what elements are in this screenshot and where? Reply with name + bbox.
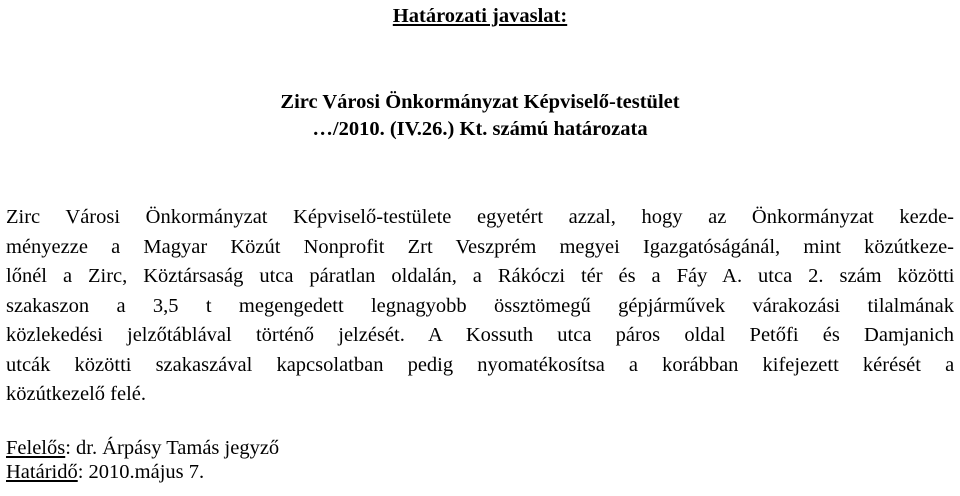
deadline-value: : 2010.május 7. [77, 460, 205, 483]
responsible-label: Felelős [6, 436, 66, 459]
proposal-title: Határozati javaslat: [392, 5, 568, 27]
body-line: közútkezelő felé. [6, 383, 147, 405]
body-line: közlekedési jelzőtáblával történő jelzését. A Kossuth utca páros oldal Petőfi és Damjanich [6, 324, 954, 346]
footer-block [6, 436, 954, 484]
resolution-title-line2: …/2010. (IV.26.) Kt. számú határozata [312, 118, 648, 140]
body-line: ményezze a Magyar Közút Nonprofit Zrt Veszprém megyei Igazgatóságánál, mint közútkeze- [6, 235, 954, 258]
deadline-row [6, 460, 954, 484]
body-line: utcák közötti szakaszával kapcsolatban pedig nyomatékosítsa a korábban kifejezett kérését a [6, 353, 955, 376]
document-page [6, 0, 954, 484]
resolution-title-line1: Zirc Városi Önkormányzat Képviselő-testület [280, 91, 680, 113]
body-line: szakaszon a 3,5 t megengedett legnagyobb össztömegű gépjárművek várakozási tilalmának [6, 294, 954, 317]
responsible-value: : dr. Árpásy Tamás jegyző [65, 436, 280, 459]
responsible-row [6, 436, 954, 460]
resolution-body [6, 203, 954, 410]
deadline-label: Határidő [6, 460, 78, 483]
body-line: lőnél a Zirc, Köztársaság utca páratlan oldalán, a Rákóczi tér és a Fáy A. utca 2. szám közötti [6, 265, 955, 287]
body-line: Zirc Városi Önkormányzat Képviselő-testülete egyetért azzal, hogy az Önkormányzat kezde- [6, 206, 954, 228]
